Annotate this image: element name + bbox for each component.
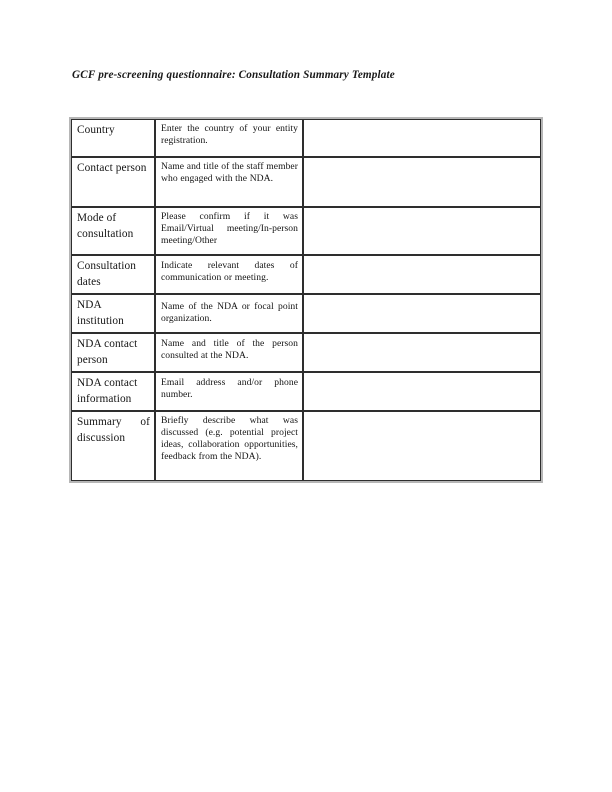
row-entry-cell-nda-institution[interactable] [303, 294, 541, 333]
row-label-summary-of-discussion: Summary of discussion [77, 416, 150, 444]
row-entry-cell-nda-contact-person[interactable] [303, 333, 541, 372]
row-description-summary-of-discussion: Briefly describe what was discussed (e.g. potential project ideas, collaboration opportunities, feedback from the NDA). [161, 415, 298, 463]
row-description-cell-mode-of-consultation [155, 207, 303, 255]
row-entry-cell-nda-contact-information[interactable] [303, 372, 541, 411]
row-entry-consultation-dates[interactable] [309, 260, 536, 270]
row-description-cell-nda-institution [155, 294, 303, 333]
row-description-nda-institution: Name of the NDA or focal point organization. [161, 300, 298, 324]
row-description-mode-of-consultation: Please confirm if it was Email/Virtual meeting/In-person meeting/Other [161, 211, 298, 247]
row-description-cell-nda-contact-person [155, 333, 303, 372]
row-entry-cell-country[interactable] [303, 119, 541, 157]
table-body [71, 119, 541, 481]
row-label-cell-contact-person [71, 157, 155, 207]
row-label-cell-country [71, 119, 155, 157]
row-label-nda-contact-information: NDA contact information [77, 377, 138, 405]
row-entry-cell-mode-of-consultation[interactable] [303, 207, 541, 255]
table-row [71, 255, 541, 294]
row-entry-country[interactable] [309, 123, 536, 133]
row-label-contact-person: Contact person [77, 162, 147, 174]
row-description-cell-consultation-dates [155, 255, 303, 294]
table-row [71, 294, 541, 333]
row-entry-nda-contact-information[interactable] [309, 377, 536, 387]
row-entry-contact-person[interactable] [309, 161, 536, 171]
consultation-summary-table [69, 117, 543, 483]
row-label-cell-consultation-dates [71, 255, 155, 294]
row-label-cell-mode-of-consultation [71, 207, 155, 255]
row-label-cell-nda-institution [71, 294, 155, 333]
table-row [71, 411, 541, 481]
table-row [71, 372, 541, 411]
row-description-nda-contact-information: Email address and/or phone number. [161, 376, 298, 400]
row-label-country: Country [77, 124, 115, 136]
row-label-consultation-dates: Consultation dates [77, 260, 136, 288]
row-label-cell-nda-contact-person [71, 333, 155, 372]
row-description-nda-contact-person: Name and title of the person consulted at the NDA. [161, 337, 298, 361]
row-entry-cell-summary-of-discussion[interactable] [303, 411, 541, 481]
row-description-contact-person: Name and title of the staff member who engaged with the NDA. [161, 161, 298, 185]
row-description-country: Enter the country of your entity registration. [161, 123, 298, 147]
page-title: GCF pre-screening questionnaire: Consultation Summary Template [72, 69, 395, 81]
row-label-cell-summary-of-discussion [71, 411, 155, 481]
row-entry-nda-institution[interactable] [309, 301, 536, 311]
row-label-cell-nda-contact-information [71, 372, 155, 411]
table-row [71, 119, 541, 157]
row-description-cell-summary-of-discussion [155, 411, 303, 481]
row-entry-summary-of-discussion[interactable] [309, 415, 536, 425]
table-row [71, 333, 541, 372]
row-entry-cell-contact-person[interactable] [303, 157, 541, 207]
row-label-nda-contact-person: NDA contact person [77, 338, 138, 366]
row-description-cell-nda-contact-information [155, 372, 303, 411]
row-label-mode-of-consultation: Mode of consultation [77, 212, 134, 240]
row-description-cell-contact-person [155, 157, 303, 207]
row-entry-cell-consultation-dates[interactable] [303, 255, 541, 294]
row-entry-mode-of-consultation[interactable] [309, 211, 536, 221]
row-entry-nda-contact-person[interactable] [309, 338, 536, 348]
table-row [71, 207, 541, 255]
row-description-consultation-dates: Indicate relevant dates of communication or meeting. [161, 259, 298, 283]
row-label-nda-institution: NDA institution [77, 299, 124, 327]
row-description-cell-country [155, 119, 303, 157]
table-row [71, 157, 541, 207]
